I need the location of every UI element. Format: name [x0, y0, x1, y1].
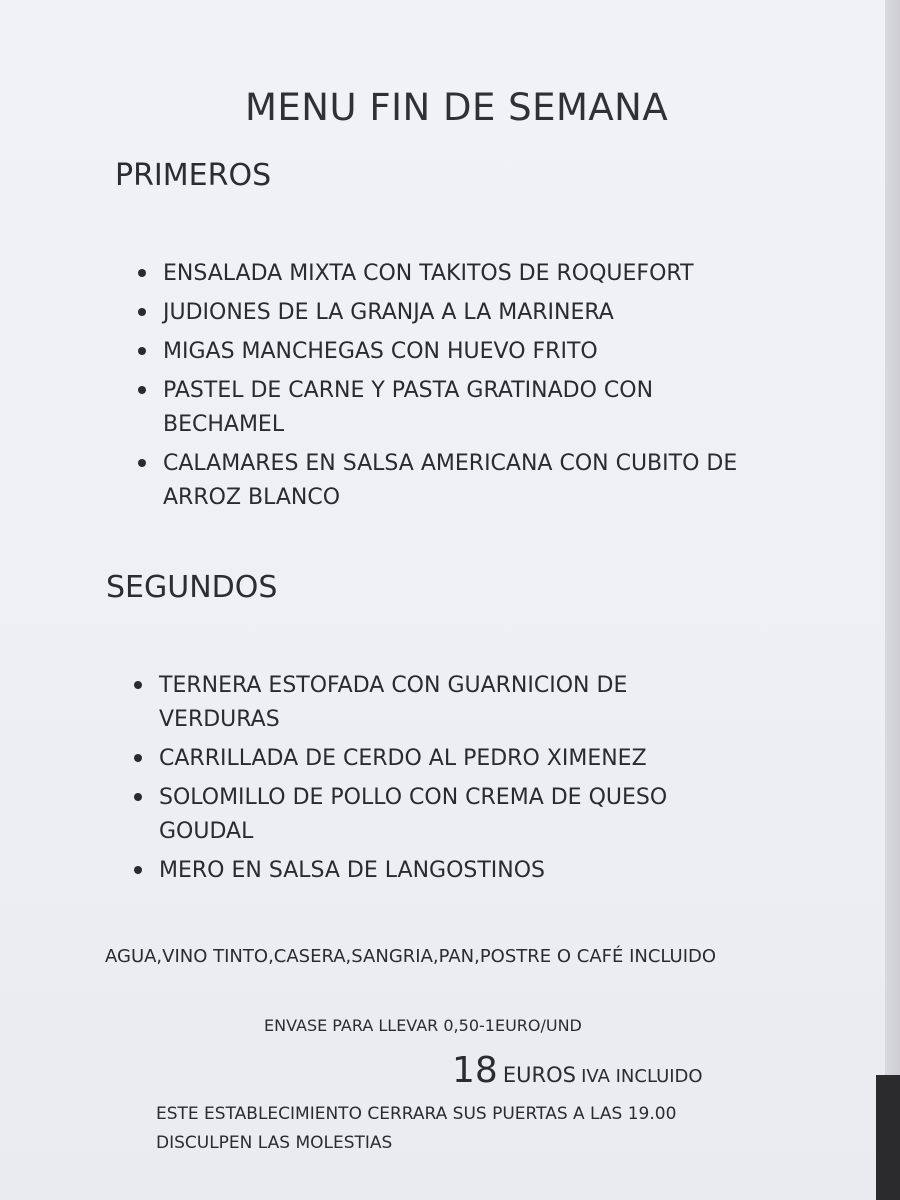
dish-name: CARRILLADA DE CERDO AL PEDRO XIMENEZ — [159, 746, 647, 771]
dish-name: TERNERA ESTOFADA CON GUARNICION DE VERDURAS — [159, 673, 628, 732]
segundos-heading: SEGUNDOS — [106, 570, 278, 605]
dish-name: MIGAS MANCHEGAS CON HUEVO FRITO — [163, 339, 598, 364]
dish-name: ENSALADA MIXTA CON TAKITOS DE ROQUEFORT — [163, 261, 694, 286]
dish-name: MERO EN SALSA DE LANGOSTINOS — [159, 858, 546, 883]
primeros-list — [138, 257, 778, 520]
list-item — [138, 257, 778, 291]
price-currency: EUROS — [502, 1063, 576, 1087]
list-item — [134, 669, 714, 737]
segundos-list — [134, 669, 714, 893]
bullet-icon — [134, 866, 142, 874]
menu-title: MENU FIN DE SEMANA — [245, 86, 669, 129]
bullet-icon — [138, 269, 146, 277]
closing-notice: ESTE ESTABLECIMIENTO CERRARA SUS PUERTAS A LAS 19.00 — [156, 1104, 677, 1124]
price-amount: 18 — [452, 1050, 498, 1091]
list-item — [138, 296, 778, 330]
dish-name: SOLOMILLO DE POLLO CON CREMA DE QUESO GOUDAL — [159, 785, 668, 844]
dish-name: CALAMARES EN SALSA AMERICANA CON CUBITO DE ARROZ BLANCO — [163, 451, 738, 510]
list-item — [134, 742, 714, 776]
bullet-icon — [138, 347, 146, 355]
list-item — [134, 854, 714, 888]
bullet-icon — [134, 793, 142, 801]
primeros-heading: PRIMEROS — [115, 158, 272, 193]
list-item — [138, 447, 778, 515]
closing-notice-block — [156, 1100, 676, 1158]
apology-note: DISCULPEN LAS MOLESTIAS — [156, 1133, 393, 1153]
list-item — [134, 781, 714, 849]
price-tax-note: IVA INCLUIDO — [581, 1066, 703, 1087]
dish-name: PASTEL DE CARNE Y PASTA GRATINADO CON BECHAMEL — [163, 378, 654, 437]
bullet-icon — [138, 386, 146, 394]
takeaway-note: ENVASE PARA LLEVAR 0,50-1EURO/UND — [264, 1016, 582, 1035]
dark-corner — [876, 1075, 900, 1200]
bullet-icon — [138, 308, 146, 316]
included-drinks: AGUA,VINO TINTO,CASERA,SANGRIA,PAN,POSTRE O CAFÉ INCLUIDO — [105, 946, 717, 967]
list-item — [138, 374, 778, 442]
dish-name: JUDIONES DE LA GRANJA A LA MARINERA — [163, 300, 614, 325]
bullet-icon — [134, 681, 142, 689]
bullet-icon — [134, 754, 142, 762]
tablecloth-edge — [885, 0, 900, 1200]
list-item — [138, 335, 778, 369]
price — [452, 1050, 703, 1091]
bullet-icon — [138, 459, 146, 467]
